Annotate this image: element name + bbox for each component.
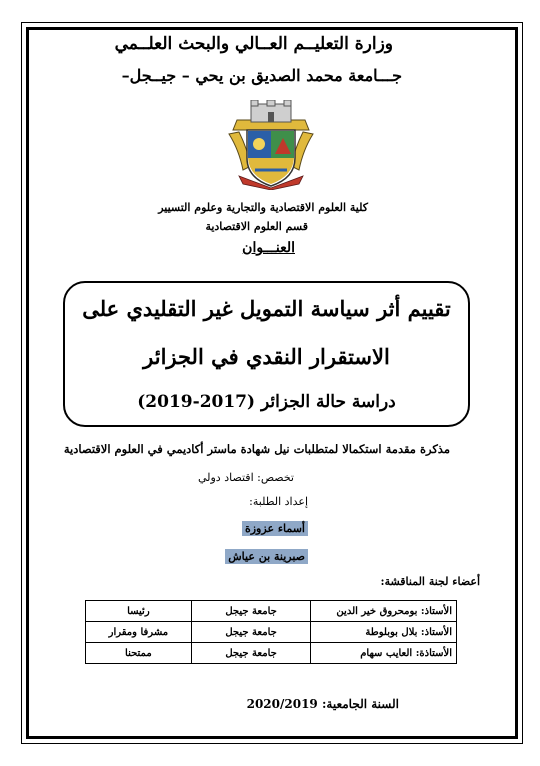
table-row [86, 622, 457, 643]
member-role: رئيسا [86, 601, 192, 622]
thesis-title-line-2: الاستقرار النقدي في الجزائر [143, 344, 390, 369]
thesis-title-line-1: تقييم أثر سياسة التمويل غير التقليدي على [82, 296, 451, 321]
memo-description: مذكرة مقدمة استكمالا لمتطلبات نيل شهادة ماستر أكاديمي في العلوم الاقتصادية [63, 442, 450, 456]
ministry-name: وزارة التعليــم العــالي والبحث العلــمي [114, 34, 393, 54]
member-institution: جامعة جيجل [191, 643, 311, 664]
member-role: ممتحنا [86, 643, 192, 664]
table-row [86, 601, 457, 622]
academic-year [247, 697, 399, 711]
university-name: جـــامعة محمد الصديق بن يحي – جيــجل– [121, 66, 402, 85]
title-label: العنـــوان [242, 240, 295, 256]
member-name: الأستاذة: العايب سهام [311, 643, 457, 664]
student-name: أسماء عزوزة [242, 521, 308, 536]
academic-year-value: 2020/2019 [246, 697, 318, 711]
member-name: الأستاذ: بومحروق خير الدين [311, 601, 457, 622]
committee-label: أعضاء لجنة المناقشة: [380, 575, 480, 588]
prepared-by-label: إعداد الطلبة: [249, 495, 308, 508]
committee-table [85, 600, 457, 664]
member-role: مشرفا ومقرار [86, 622, 192, 643]
student-name: صبرينة بن عياش [225, 549, 308, 564]
member-name: الأستاذ: بلال بوبلوطة [311, 622, 457, 643]
faculty-name: كلية العلوم الاقتصادية والتجارية وعلوم التسيير [158, 201, 368, 214]
specialization: تخصص: اقتصاد دولي [197, 471, 294, 484]
academic-year-label: السنة الجامعية: [321, 697, 399, 711]
department-name: قسم العلوم الاقتصادية [205, 220, 308, 233]
member-institution: جامعة جيجل [191, 622, 311, 643]
university-emblem-icon [225, 100, 317, 190]
thesis-case-study: دراسة حالة الجزائر (2017-2019) [137, 392, 396, 412]
table-row [86, 643, 457, 664]
member-institution: جامعة جيجل [191, 601, 311, 622]
